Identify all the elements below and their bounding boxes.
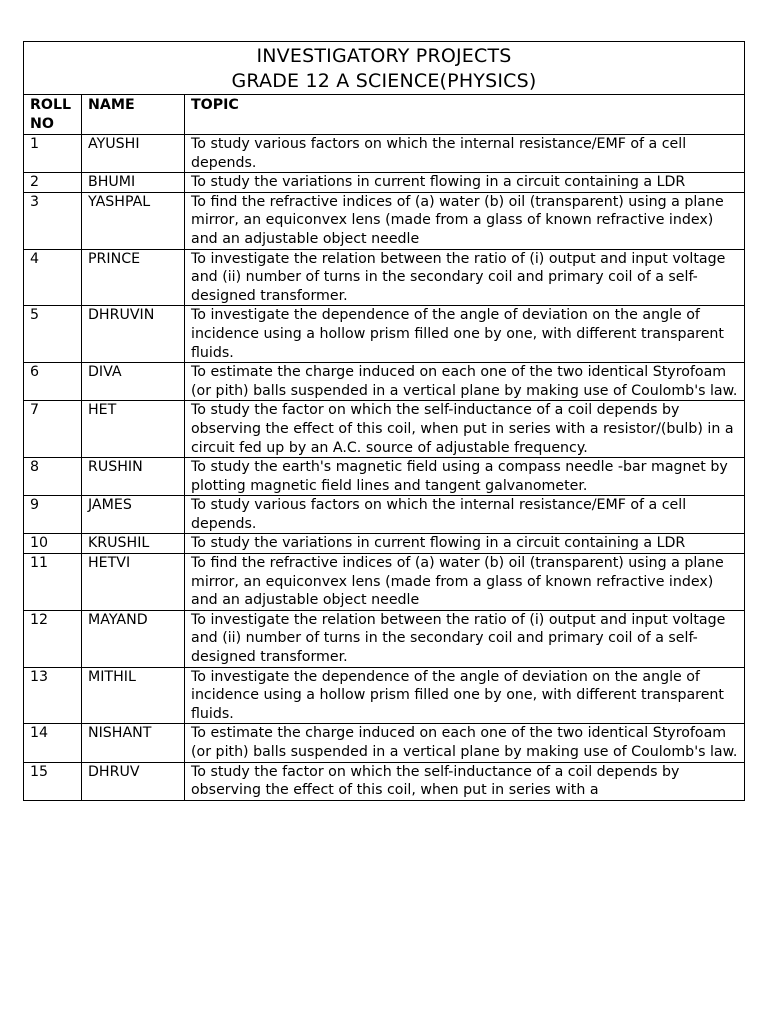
student-name-cell: YASHPAL [82,192,185,249]
topic-cell: To study the variations in current flowing in a circuit containing a LDR [185,534,745,554]
table-row [24,762,745,800]
table-row [24,306,745,363]
header-roll-no: ROLL NO [24,95,82,135]
student-name-cell: BHUMI [82,173,185,193]
student-name-cell: AYUSHI [82,135,185,173]
roll-no-cell: 1 [24,135,82,173]
student-name-cell: RUSHIN [82,458,185,496]
title-line-1: INVESTIGATORY PROJECTS [256,45,512,67]
topic-cell: To investigate the relation between the ratio of (i) output and input voltage and (ii) number of turns in the secondary coil and primary coil of a self-designed transformer. [185,249,745,306]
topic-cell: To investigate the dependence of the angle of deviation on the angle of incidence using a hollow prism filled one by one, with different transparent fluids. [185,667,745,724]
table-row [24,667,745,724]
student-name-cell: MITHIL [82,667,185,724]
table-row [24,458,745,496]
roll-no-cell: 6 [24,363,82,401]
roll-no-cell: 12 [24,610,82,667]
topic-cell: To investigate the relation between the ratio of (i) output and input voltage and (ii) number of turns in the secondary coil and primary coil of a self-designed transformer. [185,610,745,667]
header-topic: TOPIC [185,95,745,135]
document-title [24,42,745,95]
roll-no-cell: 11 [24,554,82,611]
topic-cell: To find the refractive indices of (a) water (b) oil (transparent) using a plane mirror, an equiconvex lens (made from a glass of known refractive index) and an adjustable object needle [185,192,745,249]
student-name-cell: HETVI [82,554,185,611]
topic-cell: To study the factor on which the self-inductance of a coil depends by observing the effect of this coil, when put in series with a resistor/(bulb) in a circuit fed up by an A.C. source of adjustable frequency. [185,401,745,458]
roll-no-cell: 13 [24,667,82,724]
table-row [24,401,745,458]
roll-no-cell: 8 [24,458,82,496]
table-row [24,363,745,401]
topic-cell: To find the refractive indices of (a) water (b) oil (transparent) using a plane mirror, an equiconvex lens (made from a glass of known refractive index) and an adjustable object needle [185,554,745,611]
header-name: NAME [82,95,185,135]
table-row [24,192,745,249]
student-name-cell: PRINCE [82,249,185,306]
roll-no-cell: 5 [24,306,82,363]
table-row [24,534,745,554]
roll-no-cell: 4 [24,249,82,306]
table-row [24,496,745,534]
projects-table [23,41,745,801]
roll-no-cell: 15 [24,762,82,800]
student-name-cell: DIVA [82,363,185,401]
table-body [24,135,745,801]
header-row [24,95,745,135]
topic-cell: To investigate the dependence of the angle of deviation on the angle of incidence using a hollow prism filled one by one, with different transparent fluids. [185,306,745,363]
student-name-cell: DHRUV [82,762,185,800]
title-row [24,42,745,95]
student-name-cell: DHRUVIN [82,306,185,363]
roll-no-cell: 9 [24,496,82,534]
student-name-cell: NISHANT [82,724,185,762]
topic-cell: To study various factors on which the internal resistance/EMF of a cell depends. [185,496,745,534]
roll-no-cell: 7 [24,401,82,458]
roll-no-cell: 10 [24,534,82,554]
table-row [24,610,745,667]
table-row [24,135,745,173]
table-row [24,724,745,762]
topic-cell: To estimate the charge induced on each one of the two identical Styrofoam (or pith) balls suspended in a vertical plane by making use of Coulomb's law. [185,363,745,401]
topic-cell: To estimate the charge induced on each one of the two identical Styrofoam (or pith) balls suspended in a vertical plane by making use of Coulomb's law. [185,724,745,762]
roll-no-cell: 3 [24,192,82,249]
topic-cell: To study the variations in current flowing in a circuit containing a LDR [185,173,745,193]
topic-cell: To study the earth's magnetic field using a compass needle -bar magnet by plotting magnetic field lines and tangent galvanometer. [185,458,745,496]
student-name-cell: MAYAND [82,610,185,667]
roll-no-cell: 14 [24,724,82,762]
student-name-cell: KRUSHIL [82,534,185,554]
student-name-cell: JAMES [82,496,185,534]
topic-cell: To study the factor on which the self-inductance of a coil depends by observing the effect of this coil, when put in series with a [185,762,745,800]
roll-no-cell: 2 [24,173,82,193]
table-row [24,554,745,611]
table-row [24,249,745,306]
table-row [24,173,745,193]
student-name-cell: HET [82,401,185,458]
topic-cell: To study various factors on which the internal resistance/EMF of a cell depends. [185,135,745,173]
title-line-2: GRADE 12 A SCIENCE(PHYSICS) [231,70,537,92]
